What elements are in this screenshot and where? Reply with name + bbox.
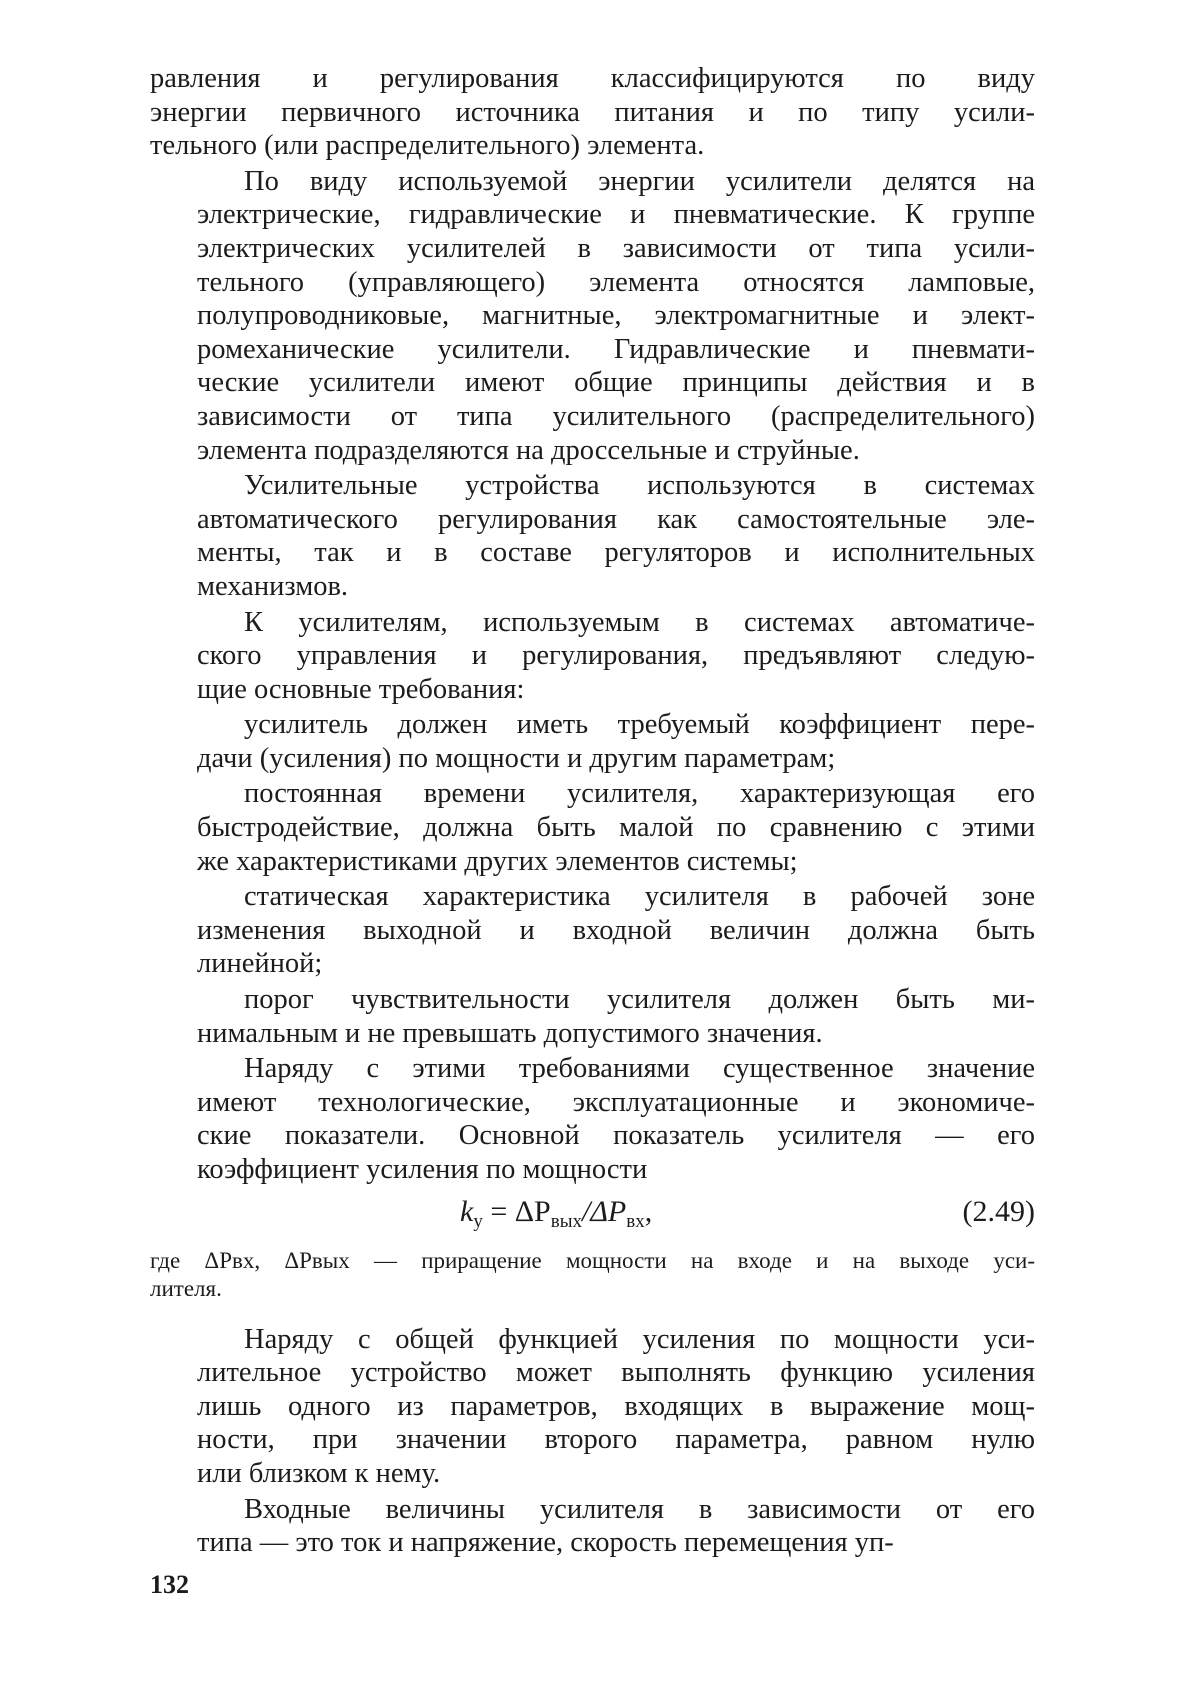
- text-line: усилитель должен иметь требуемый коэффициент пере-: [244, 709, 1035, 741]
- text-line: щие основные требования:: [197, 673, 525, 705]
- text-line: Наряду с общей функцией усиления по мощности уси-: [244, 1323, 1035, 1355]
- paragraph: [150, 983, 1035, 1050]
- text-line: ности, при значении второго параметра, равном нулю: [197, 1424, 1035, 1456]
- equation-k-sub: у: [473, 1210, 483, 1232]
- text-line: тельного (управляющего) элемента относятся ламповые,: [197, 266, 1035, 298]
- equation-in-sub: вх: [626, 1210, 645, 1232]
- text-line: электрических усилителей в зависимости от типа усили-: [197, 232, 1035, 264]
- equation-slash: /ΔP: [581, 1194, 627, 1228]
- text-line: типа — это ток и напряжение, скорость перемещения уп-: [197, 1527, 894, 1559]
- text-line: энергии первичного источника питания и по типу усили-: [150, 96, 1035, 128]
- paragraph: [150, 1493, 1035, 1560]
- text-line: автоматического регулирования как самостоятельные эле-: [197, 503, 1035, 535]
- paragraph: [150, 606, 1035, 707]
- text-line: изменения выходной и входной величин должна быть: [197, 914, 1035, 946]
- text-line: лительное устройство может выполнять функцию усиления: [197, 1357, 1035, 1389]
- text-line: линейной;: [197, 948, 323, 980]
- paragraph: [150, 880, 1035, 981]
- text-line: По виду используемой энергии усилители делятся на: [244, 165, 1035, 197]
- paragraph: [150, 165, 1035, 467]
- text-line: имеют технологические, эксплуатационные и экономиче-: [197, 1086, 1035, 1118]
- paragraph: [150, 62, 1035, 163]
- page-body: [150, 62, 1035, 1562]
- footnote-where: [150, 1247, 1035, 1303]
- text-line: Наряду с этими требованиями существенное значение: [244, 1053, 1035, 1085]
- text-line: тельного (или распределительного) элемента.: [150, 130, 705, 162]
- text-line: зависимости от типа усилительного (распределительного): [197, 400, 1035, 432]
- text-line: лишь одного из параметров, входящих в выражение мощ-: [197, 1390, 1035, 1422]
- equation-number: (2.49): [962, 1194, 1035, 1228]
- text-line: элемента подразделяются на дроссельные и струйные.: [197, 434, 860, 466]
- text-line: равления и регулирования классифицируются по виду: [150, 63, 1035, 94]
- equation-k: k: [460, 1194, 474, 1228]
- text-line: дачи (усиления) по мощности и другим параметрам;: [197, 742, 836, 774]
- note-line: лителя.: [150, 1275, 222, 1301]
- text-line: быстродействие, должна быть малой по сравнению с этими: [197, 812, 1035, 844]
- text-line: коэффициент усиления по мощности: [197, 1154, 648, 1185]
- text-line: постоянная времени усилителя, характеризующая его: [244, 778, 1035, 810]
- text-line: Входные величины усилителя в зависимости от его: [244, 1493, 1035, 1525]
- text-line: или близком к нему.: [197, 1457, 441, 1489]
- text-line: К усилителям, используемым в системах автоматиче-: [244, 606, 1035, 638]
- text-block-upper: [150, 62, 1035, 1187]
- equation: [460, 1195, 652, 1233]
- equation-eq: = ΔP: [482, 1194, 551, 1228]
- text-line: порог чувствительности усилителя должен быть ми-: [244, 984, 1035, 1016]
- note-line: где ΔPвх, ΔPвых — приращение мощности на входе и на выходе уси-: [150, 1247, 1035, 1273]
- text-line: ского управления и регулирования, предъявляют следую-: [197, 640, 1035, 672]
- text-line: же характеристиками других элементов системы;: [197, 845, 798, 877]
- paragraph: [150, 1052, 1035, 1186]
- paragraph: [150, 777, 1035, 878]
- equation-tail: ,: [644, 1194, 653, 1228]
- text-line: менты, так и в составе регуляторов и исполнительных: [197, 537, 1035, 569]
- equation-row: [150, 1195, 1035, 1241]
- text-line: ческие усилители имеют общие принципы действия и в: [197, 367, 1035, 399]
- text-line: нимальным и не превышать допустимого значения.: [197, 1017, 823, 1049]
- text-line: ромеханические усилители. Гидравлические и пневмати-: [197, 333, 1035, 365]
- text-line: механизмов.: [197, 570, 349, 602]
- page-number: 132: [150, 1570, 189, 1599]
- text-line: электрические, гидравлические и пневматические. К группе: [197, 199, 1035, 231]
- text-line: полупроводниковые, магнитные, электромагнитные и элект-: [197, 300, 1035, 332]
- text-block-lower: [150, 1323, 1035, 1560]
- paragraph: [150, 1323, 1035, 1491]
- text-line: статическая характеристика усилителя в рабочей зоне: [244, 881, 1035, 913]
- equation-out-sub: вых: [550, 1210, 582, 1232]
- paragraph: [150, 708, 1035, 775]
- text-line: Усилительные устройства используются в системах: [244, 470, 1035, 502]
- paragraph: [150, 469, 1035, 603]
- text-line: ские показатели. Основной показатель усилителя — его: [197, 1120, 1035, 1152]
